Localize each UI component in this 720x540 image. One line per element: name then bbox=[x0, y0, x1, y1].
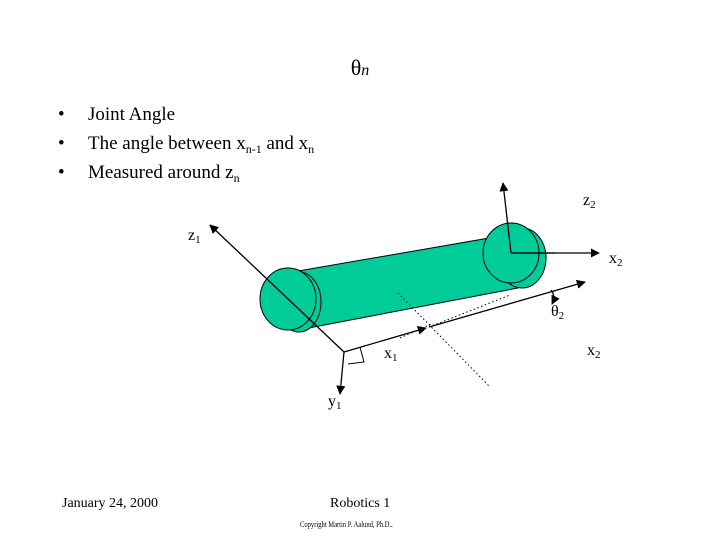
z2-label: z2 bbox=[583, 192, 596, 211]
bullet-text: and x bbox=[261, 133, 309, 154]
x2-upper-label: x2 bbox=[609, 250, 623, 269]
bullet-marker: • bbox=[58, 104, 65, 125]
x1-label: x1 bbox=[384, 345, 398, 364]
theta2-label: θ2 bbox=[551, 303, 565, 322]
footer-date: January 24, 2000 bbox=[62, 496, 159, 511]
title-subscript: n bbox=[361, 62, 370, 79]
bullet-subscript: n bbox=[233, 171, 240, 185]
z1-label: z1 bbox=[188, 227, 201, 246]
bullet-text: Measured around z bbox=[88, 162, 234, 183]
footer-course: Robotics 1 bbox=[330, 496, 391, 511]
bullet-marker: • bbox=[58, 133, 65, 154]
y1-axis bbox=[340, 352, 344, 394]
x2-lower-label: x2 bbox=[587, 342, 601, 361]
footer-copyright: Copyright Martin P. Aalund, Ph.D.. bbox=[300, 520, 393, 529]
bullet-marker: • bbox=[58, 162, 65, 183]
bullet-text: The angle between x bbox=[88, 133, 246, 154]
title-symbol: θ bbox=[350, 55, 362, 80]
y1-label: y1 bbox=[328, 393, 342, 412]
bullet-subscript: n bbox=[308, 142, 315, 156]
bullet-text: Joint Angle bbox=[88, 104, 176, 125]
bullet-subscript: n-1 bbox=[245, 142, 262, 156]
